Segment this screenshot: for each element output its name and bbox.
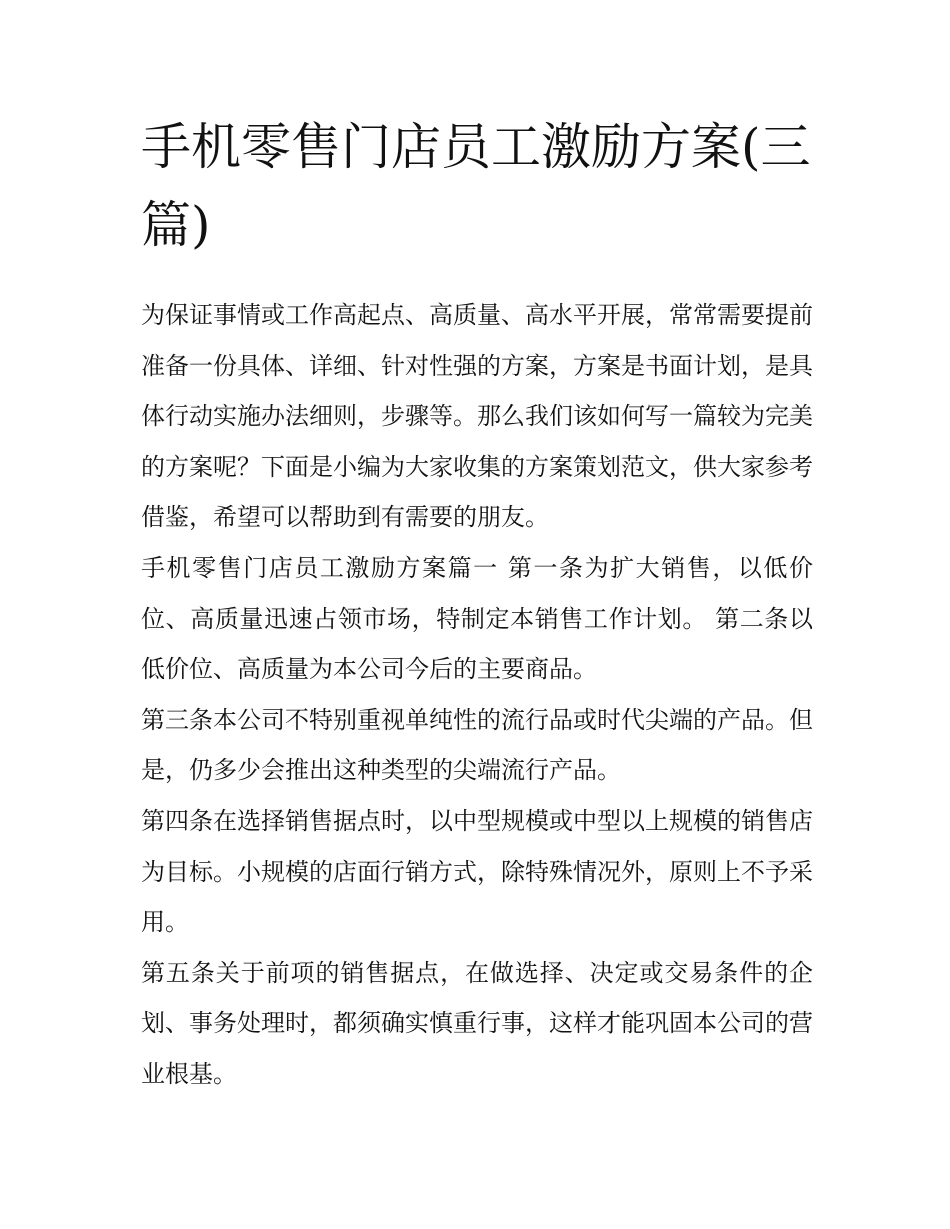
document-page — [141, 108, 813, 1100]
paragraph-intro: 为保证事情或工作高起点、高质量、高水平开展，常常需要提前准备一份具体、详细、针对性强的方案，方案是书面计划，是具体行动实施办法细则，步骤等。那么我们该如何写一篇较为完美的方案呢？下面是小编为大家收集的方案策划范文，供大家参考借鉴，希望可以帮助到有需要的朋友。 — [141, 301, 813, 532]
paragraph-article-5: 第五条关于前项的销售据点，在做选择、决定或交易条件的企划、事务处理时，都须确实慎重行事，这样才能巩固本公司的营业根基。 — [141, 958, 813, 1088]
paragraph-article-3: 第三条本公司不特别重视单纯性的流行品或时代尖端的产品。但是，仍多少会推出这种类型的尖端流行产品。 — [141, 705, 813, 785]
paragraph-article-1-2: 手机零售门店员工激励方案篇一 第一条为扩大销售，以低价位、高质量迅速占领市场，特制定本销售工作计划。 第二条以低价位、高质量为本公司今后的主要商品。 — [141, 553, 813, 684]
paragraph-article-4: 第四条在选择销售据点时，以中型规模或中型以上规模的销售店为目标。小规模的店面行销方式，除特殊情况外，原则上不予采用。 — [141, 806, 813, 937]
document-title: 手机零售门店员工激励方案(三篇) — [141, 118, 811, 254]
